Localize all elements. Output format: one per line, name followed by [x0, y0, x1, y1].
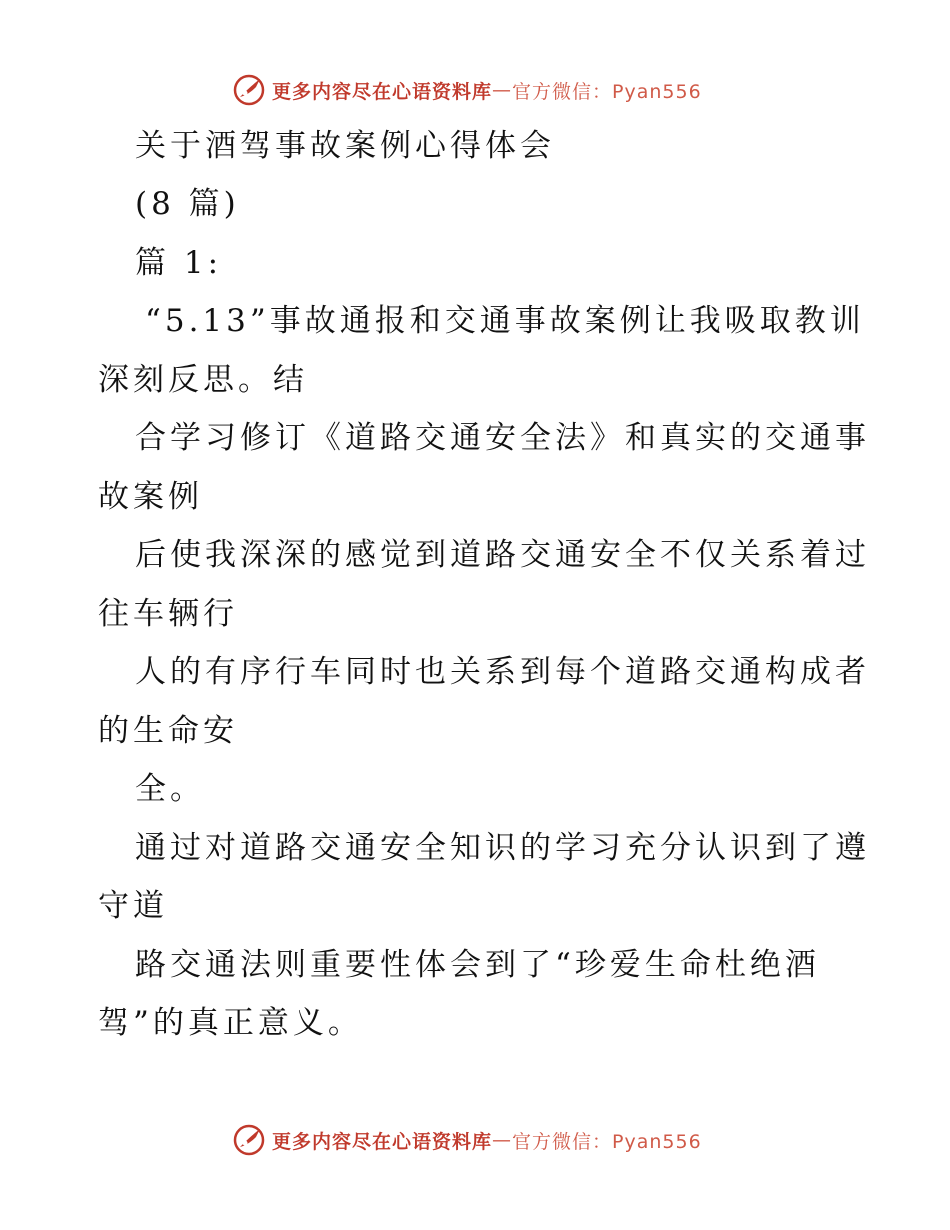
body-line: 人的有序行车同时也关系到每个道路交通构成者	[135, 654, 870, 690]
banner-brand-text: 更多内容尽在心语资料库	[272, 80, 493, 103]
section-label: 篇 1:	[135, 245, 223, 281]
body-line: 故案例	[98, 479, 203, 515]
body-line: “5.13”事故通报和交通事故案例让我吸取教训	[145, 303, 865, 339]
banner-contact-text: 官方微信：Pyan556	[512, 80, 702, 103]
banner-brand-text: 更多内容尽在心语资料库	[272, 1130, 493, 1153]
banner-dash: —	[492, 79, 513, 101]
body-line: 全。	[135, 771, 205, 807]
footer-banner	[232, 1122, 702, 1158]
body-line: 深刻反思。结	[98, 362, 308, 398]
body-line: 守道	[98, 888, 168, 924]
body-line: 路交通法则重要性体会到了“珍爱生命杜绝酒	[135, 947, 820, 983]
body-line: 的生命安	[98, 713, 238, 749]
quill-seal-icon	[232, 1123, 266, 1157]
body-line: 合学习修订《道路交通安全法》和真实的交通事	[135, 420, 870, 456]
document-subtitle: (8 篇)	[135, 186, 240, 222]
body-line: 通过对道路交通安全知识的学习充分认识到了遵	[135, 830, 870, 866]
document-title: 关于酒驾事故案例心得体会	[135, 128, 555, 164]
header-banner	[232, 72, 702, 108]
body-line: 往车辆行	[98, 596, 238, 632]
quill-seal-icon	[232, 73, 266, 107]
body-line: 驾”的真正意义。	[98, 1005, 363, 1041]
banner-dash: —	[492, 1129, 513, 1151]
banner-contact-text: 官方微信：Pyan556	[512, 1130, 702, 1153]
body-line: 后使我深深的感觉到道路交通安全不仅关系着过	[135, 537, 870, 573]
